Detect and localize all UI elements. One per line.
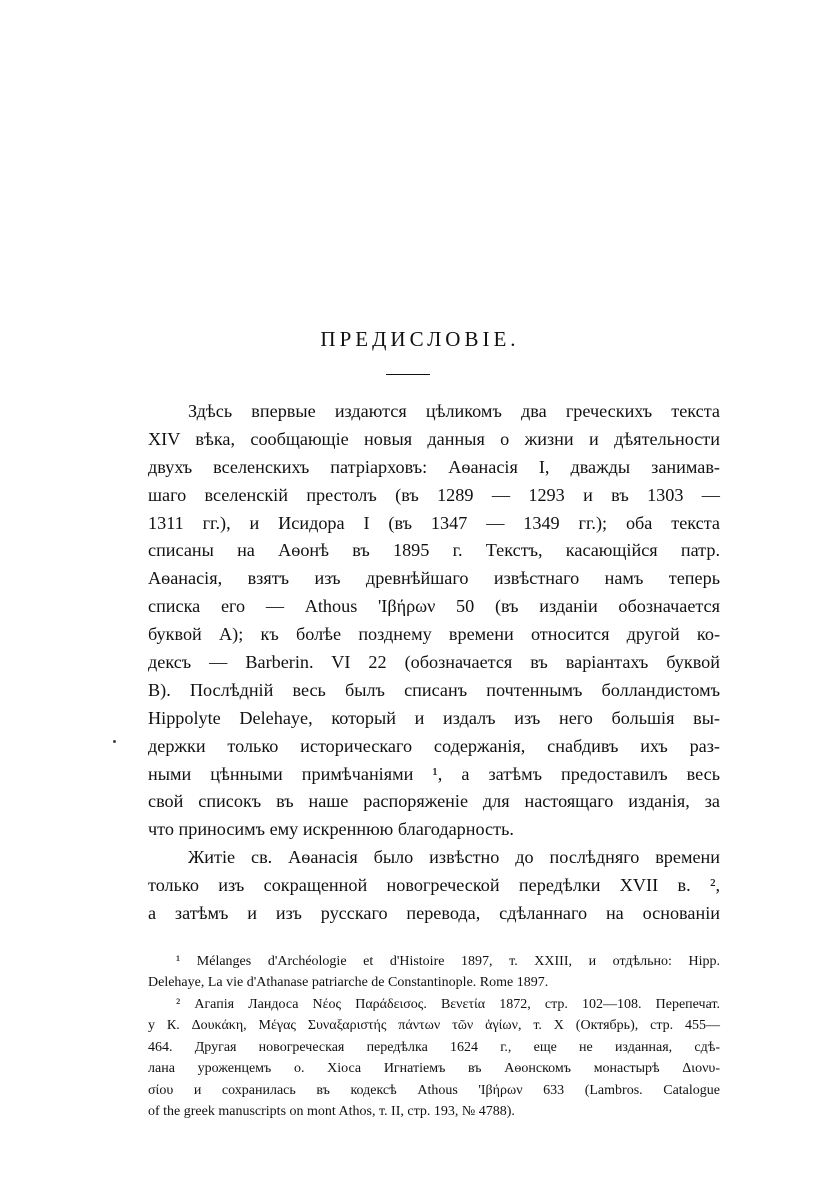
body-line: XIV вѣка, сообщающіе новыя данныя о жизни и дѣятельности bbox=[148, 428, 720, 449]
page-title: ПРЕДИСЛОВІЕ. bbox=[320, 327, 520, 351]
body-line: держки только историческаго содержанія, снабдивъ ихъ раз- bbox=[148, 735, 720, 756]
body-line: шаго вселенскій престолъ (въ 1289 — 1293 и въ 1303 — bbox=[148, 484, 720, 505]
body-line: а затѣмъ и изъ русскаго перевода, сдѣланнаго на основаніи bbox=[148, 903, 720, 924]
body-line: 1311 гг.), и Исидора I (въ 1347 — 1349 гг.); оба текста bbox=[148, 512, 720, 533]
footnote-line: 464. Другая новогреческая передѣлка 1624 г., еще не изданная, сдѣ- bbox=[148, 1039, 720, 1055]
body-line: Здѣсь впервые издаются цѣликомъ два греческихъ текста bbox=[188, 401, 720, 421]
body-line: двухъ вселенскихъ патріарховъ: Аѳанасія I, дважды занимав- bbox=[148, 456, 720, 477]
body-line: буквой А); къ болѣе позднему времени относится другой ко- bbox=[148, 624, 720, 645]
body-line: Аѳанасія, взятъ изъ древнѣйшаго извѣстнаго намъ теперь bbox=[148, 568, 720, 589]
body-line: что приносимъ ему искреннюю благодарность. bbox=[148, 819, 514, 840]
footnote-line: σίου и сохранилась въ кодексѣ Athous 'Ιβήρων 633 (Lambros. Catalogue bbox=[148, 1082, 720, 1098]
footnote-2 bbox=[148, 994, 720, 1122]
title-divider bbox=[386, 374, 430, 375]
footnote-line: ² Агапія Ландоса Νέος Παράδεισος. Βενετία 1872, стр. 102—108. Перепечат. bbox=[176, 997, 720, 1012]
margin-dot bbox=[113, 740, 116, 743]
footnote-line: ¹ Mélanges d'Archéologie et d'Histoire 1897, т. XXIII, и отдѣльно: Hipp. bbox=[176, 954, 720, 969]
body-line: Житіе св. Аѳанасія было извѣстно до послѣдняго времени bbox=[188, 847, 720, 868]
body-line: В). Послѣдній весь былъ списанъ почтеннымъ болландистомъ bbox=[148, 679, 720, 700]
footnote-line: у К. Δουκάκη, Μέγας Συναξαριστής πάντων τῶν ἁγίων, т. X (Октябрь), стр. 455— bbox=[148, 1018, 720, 1034]
main-text bbox=[148, 398, 720, 928]
footnote-line: of the greek manuscripts on mont Athos, т. II, стр. 193, № 4788). bbox=[148, 1103, 515, 1119]
body-line: списаны на Аѳонѣ въ 1895 г. Текстъ, касающійся патр. bbox=[148, 540, 720, 561]
footnote-line: Delehaye, La vie d'Athanase patriarche de Constantinople. Rome 1897. bbox=[148, 975, 549, 991]
footnote-line: лана уроженцемъ о. Хіоса Игнатіемъ въ Аѳонскомъ монастырѣ Διονυ- bbox=[148, 1061, 720, 1077]
body-line: только изъ сокращенной новогреческой передѣлки XVII в. ², bbox=[148, 875, 720, 896]
body-line: дексъ — Barberin. VI 22 (обозначается въ варіантахъ буквой bbox=[148, 652, 720, 673]
body-line: списка его — Athous 'Ιβήρων 50 (въ изданіи обозначается bbox=[148, 596, 720, 617]
footnote-1 bbox=[148, 951, 720, 994]
body-line: ными цѣнными примѣчаніями ¹, а затѣмъ предоставилъ весь bbox=[148, 763, 720, 784]
body-line: Hippolyte Delehaye, который и издалъ изъ него большія вы- bbox=[148, 707, 720, 728]
body-line: свой списокъ въ наше распоряженіе для настоящаго изданія, за bbox=[148, 791, 720, 812]
